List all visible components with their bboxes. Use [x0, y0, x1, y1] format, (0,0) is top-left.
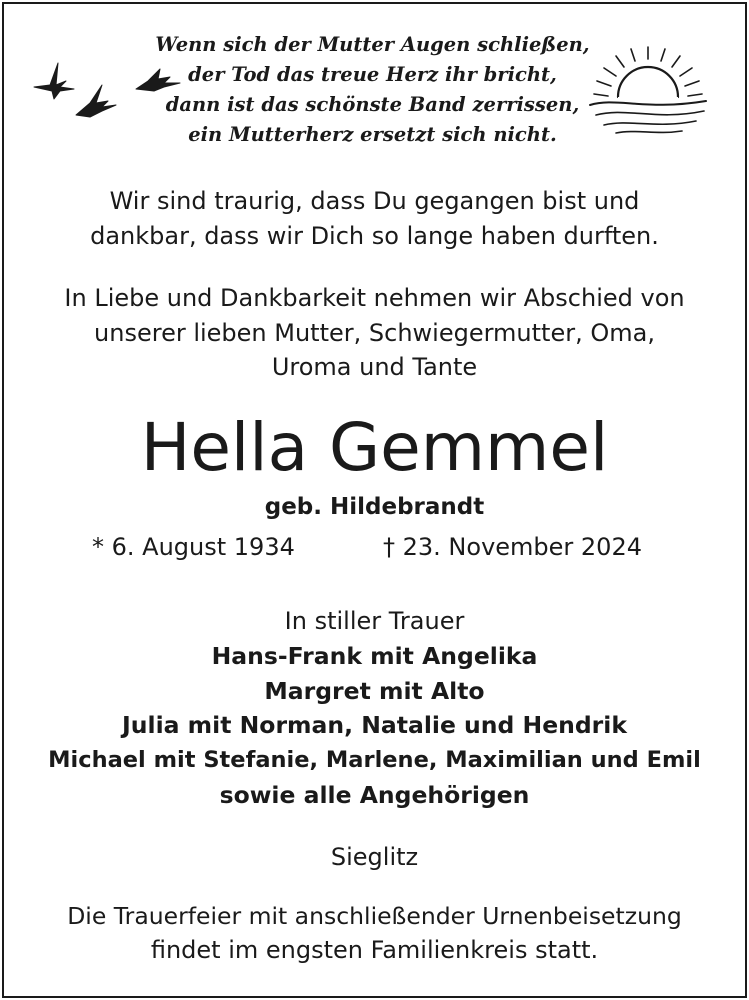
- intro-line-1: Wir sind traurig, dass Du gegangen bist und: [109, 187, 640, 215]
- maiden-name: geb. Hildebrandt: [264, 494, 485, 520]
- birth-date: * 6. August 1934: [92, 533, 295, 561]
- farewell-line-1: In Liebe und Dankbarkeit nehmen wir Abschied von: [64, 284, 685, 312]
- mourners-heading: In stiller Trauer: [284, 607, 465, 635]
- mourner-line: sowie alle Angehörigen: [219, 781, 530, 809]
- poem: [150, 30, 595, 150]
- mourner-line: Hans-Frank mit Angelika: [211, 642, 538, 670]
- ceremony-line-1: Die Trauerfeier mit anschließender Urnenbeisetzung: [67, 902, 682, 930]
- place: Sieglitz: [330, 843, 419, 871]
- mourner-line: Julia mit Norman, Natalie und Hendrik: [122, 711, 627, 739]
- poem-line: Wenn sich der Mutter Augen schließen,: [155, 33, 590, 56]
- ceremony-line-2: findet im engsten Familienkreis statt.: [150, 936, 599, 964]
- death-date: † 23. November 2024: [383, 533, 642, 561]
- poem-line: ein Mutterherz ersetzt sich nicht.: [188, 123, 557, 146]
- life-dates: [0, 533, 749, 573]
- deceased-name: Hella Gemmel: [140, 409, 609, 486]
- farewell-line-3: Uroma und Tante: [271, 353, 478, 381]
- poem-line: der Tod das treue Herz ihr bricht,: [188, 63, 557, 86]
- mourner-line: Margret mit Alto: [264, 677, 485, 705]
- mourner-line: Michael mit Stefanie, Marlene, Maximilian und Emil: [48, 747, 701, 773]
- sunset-icon: [586, 45, 710, 137]
- farewell-line-2: unserer lieben Mutter, Schwiegermutter, Oma,: [94, 319, 655, 347]
- poem-line: dann ist das schönste Band zerrissen,: [165, 93, 580, 116]
- intro-line-2: dankbar, dass wir Dich so lange haben durften.: [90, 222, 659, 250]
